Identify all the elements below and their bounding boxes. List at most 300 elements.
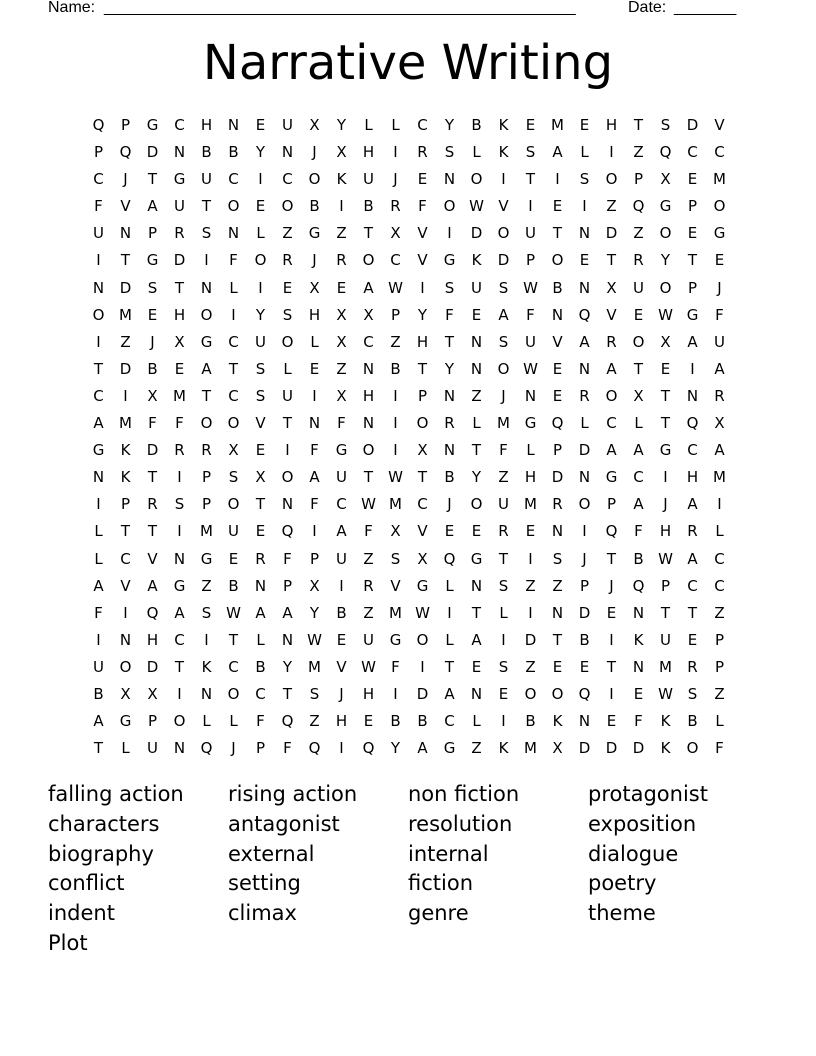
- grid-letter[interactable]: L: [445, 576, 454, 595]
- grid-letter[interactable]: O: [200, 305, 213, 324]
- grid-letter[interactable]: R: [282, 251, 293, 270]
- grid-letter[interactable]: P: [147, 224, 158, 243]
- grid-letter[interactable]: Z: [201, 576, 212, 595]
- grid-letter[interactable]: C: [228, 332, 239, 351]
- grid-letter[interactable]: H: [146, 630, 159, 649]
- grid-letter[interactable]: F: [634, 522, 643, 541]
- grid-letter[interactable]: C: [120, 549, 131, 568]
- grid-letter[interactable]: A: [93, 576, 104, 595]
- grid-letter[interactable]: R: [336, 251, 347, 270]
- grid-letter[interactable]: T: [660, 603, 671, 622]
- grid-letter[interactable]: X: [363, 305, 374, 324]
- grid-letter[interactable]: R: [687, 522, 698, 541]
- grid-letter[interactable]: Q: [443, 549, 456, 568]
- grid-letter[interactable]: X: [714, 414, 725, 433]
- grid-letter[interactable]: F: [256, 712, 265, 731]
- grid-letter[interactable]: G: [443, 251, 456, 270]
- grid-letter[interactable]: A: [201, 359, 212, 378]
- grid-letter[interactable]: G: [146, 116, 159, 134]
- grid-letter[interactable]: G: [470, 549, 483, 568]
- grid-letter[interactable]: R: [201, 441, 212, 460]
- grid-letter[interactable]: G: [200, 549, 213, 568]
- grid-letter[interactable]: E: [498, 684, 509, 703]
- grid-letter[interactable]: V: [417, 522, 428, 541]
- grid-letter[interactable]: U: [201, 170, 212, 189]
- grid-letter[interactable]: P: [579, 576, 590, 595]
- grid-letter[interactable]: Z: [309, 712, 320, 731]
- grid-letter[interactable]: Q: [632, 197, 645, 216]
- grid-letter[interactable]: N: [308, 414, 321, 433]
- grid-letter[interactable]: O: [605, 170, 618, 189]
- grid-letter[interactable]: V: [390, 576, 401, 595]
- grid-letter[interactable]: O: [470, 495, 483, 514]
- grid-letter[interactable]: N: [686, 386, 699, 405]
- grid-letter[interactable]: O: [686, 739, 699, 758]
- grid-letter[interactable]: V: [606, 305, 617, 324]
- grid-letter[interactable]: X: [309, 576, 320, 595]
- grid-letter[interactable]: K: [552, 712, 563, 731]
- grid-letter[interactable]: O: [281, 468, 294, 487]
- grid-letter[interactable]: I: [393, 386, 398, 405]
- grid-letter[interactable]: C: [390, 251, 401, 270]
- grid-letter[interactable]: I: [96, 251, 101, 270]
- grid-letter[interactable]: K: [120, 468, 131, 487]
- grid-letter[interactable]: P: [417, 386, 428, 405]
- grid-letter[interactable]: T: [120, 522, 131, 541]
- grid-letter[interactable]: E: [336, 630, 347, 649]
- grid-letter[interactable]: O: [551, 684, 564, 703]
- grid-letter[interactable]: T: [174, 278, 185, 297]
- grid-letter[interactable]: I: [393, 441, 398, 460]
- grid-letter[interactable]: L: [715, 712, 724, 731]
- grid-letter[interactable]: N: [470, 576, 483, 595]
- grid-letter[interactable]: Z: [606, 197, 617, 216]
- grid-letter[interactable]: F: [310, 441, 319, 460]
- grid-letter[interactable]: B: [687, 712, 698, 731]
- grid-letter[interactable]: A: [687, 332, 698, 351]
- grid-letter[interactable]: D: [632, 739, 645, 758]
- grid-letter[interactable]: L: [256, 224, 265, 243]
- grid-letter[interactable]: N: [173, 549, 186, 568]
- grid-letter[interactable]: Q: [281, 522, 294, 541]
- grid-letter[interactable]: A: [363, 278, 374, 297]
- grid-letter[interactable]: N: [578, 278, 591, 297]
- grid-letter[interactable]: N: [362, 359, 375, 378]
- grid-letter[interactable]: I: [285, 441, 290, 460]
- grid-letter[interactable]: I: [96, 332, 101, 351]
- grid-letter[interactable]: A: [282, 603, 293, 622]
- grid-letter[interactable]: E: [552, 197, 563, 216]
- grid-letter[interactable]: N: [524, 386, 537, 405]
- grid-letter[interactable]: O: [173, 712, 186, 731]
- grid-letter[interactable]: F: [148, 414, 157, 433]
- grid-letter[interactable]: N: [578, 359, 591, 378]
- grid-letter[interactable]: Z: [471, 386, 482, 405]
- grid-letter[interactable]: N: [632, 603, 645, 622]
- grid-letter[interactable]: R: [174, 224, 185, 243]
- grid-letter[interactable]: J: [582, 549, 587, 568]
- grid-letter[interactable]: T: [363, 224, 374, 243]
- grid-letter[interactable]: E: [147, 305, 158, 324]
- grid-letter[interactable]: K: [660, 712, 671, 731]
- grid-letter[interactable]: Z: [633, 224, 644, 243]
- grid-letter[interactable]: C: [174, 630, 185, 649]
- grid-letter[interactable]: Y: [255, 143, 266, 162]
- grid-letter[interactable]: D: [578, 441, 591, 460]
- grid-letter[interactable]: L: [121, 739, 130, 758]
- grid-letter[interactable]: B: [309, 197, 320, 216]
- grid-letter[interactable]: S: [579, 170, 590, 189]
- grid-letter[interactable]: I: [231, 305, 236, 324]
- grid-letter[interactable]: O: [281, 332, 294, 351]
- grid-letter[interactable]: J: [150, 332, 155, 351]
- grid-letter[interactable]: U: [525, 332, 536, 351]
- grid-letter[interactable]: O: [659, 224, 672, 243]
- grid-letter[interactable]: X: [417, 441, 428, 460]
- grid-letter[interactable]: I: [447, 224, 452, 243]
- grid-letter[interactable]: C: [606, 414, 617, 433]
- grid-letter[interactable]: T: [255, 495, 266, 514]
- grid-letter[interactable]: Q: [686, 414, 699, 433]
- grid-letter[interactable]: E: [228, 549, 239, 568]
- grid-letter[interactable]: I: [177, 468, 182, 487]
- grid-letter[interactable]: Q: [632, 576, 645, 595]
- grid-letter[interactable]: O: [227, 495, 240, 514]
- grid-letter[interactable]: V: [714, 116, 725, 134]
- grid-letter[interactable]: E: [633, 305, 644, 324]
- grid-letter[interactable]: E: [660, 359, 671, 378]
- grid-letter[interactable]: I: [339, 197, 344, 216]
- grid-letter[interactable]: O: [119, 657, 132, 676]
- grid-letter[interactable]: L: [580, 414, 589, 433]
- grid-letter[interactable]: D: [578, 739, 591, 758]
- grid-letter[interactable]: T: [147, 522, 158, 541]
- grid-letter[interactable]: N: [227, 116, 240, 134]
- grid-letter[interactable]: N: [551, 522, 564, 541]
- grid-letter[interactable]: R: [390, 197, 401, 216]
- grid-letter[interactable]: W: [361, 657, 376, 676]
- grid-letter[interactable]: E: [714, 251, 725, 270]
- grid-letter[interactable]: S: [498, 576, 509, 595]
- grid-letter[interactable]: T: [660, 414, 671, 433]
- grid-letter[interactable]: J: [501, 386, 506, 405]
- grid-letter[interactable]: J: [717, 278, 722, 297]
- grid-letter[interactable]: H: [173, 305, 186, 324]
- grid-letter[interactable]: I: [393, 684, 398, 703]
- grid-letter[interactable]: O: [497, 224, 510, 243]
- grid-letter[interactable]: H: [362, 684, 375, 703]
- grid-letter[interactable]: B: [417, 712, 428, 731]
- grid-letter[interactable]: A: [579, 332, 590, 351]
- grid-letter[interactable]: X: [120, 684, 131, 703]
- grid-letter[interactable]: N: [281, 143, 294, 162]
- grid-letter[interactable]: Y: [444, 359, 455, 378]
- grid-letter[interactable]: O: [362, 441, 375, 460]
- grid-letter[interactable]: T: [228, 359, 239, 378]
- grid-letter[interactable]: S: [201, 224, 212, 243]
- grid-letter[interactable]: L: [526, 441, 535, 460]
- grid-letter[interactable]: Q: [605, 522, 618, 541]
- grid-letter[interactable]: U: [93, 657, 104, 676]
- grid-letter[interactable]: B: [552, 278, 563, 297]
- grid-letter[interactable]: P: [633, 170, 644, 189]
- grid-letter[interactable]: T: [552, 224, 563, 243]
- grid-letter[interactable]: D: [686, 116, 699, 134]
- grid-letter[interactable]: Y: [309, 603, 320, 622]
- grid-letter[interactable]: I: [420, 278, 425, 297]
- grid-letter[interactable]: S: [390, 549, 401, 568]
- grid-letter[interactable]: K: [201, 657, 212, 676]
- grid-letter[interactable]: L: [391, 116, 400, 134]
- grid-letter[interactable]: Z: [552, 576, 563, 595]
- grid-letter[interactable]: A: [174, 603, 185, 622]
- grid-letter[interactable]: U: [633, 278, 644, 297]
- grid-letter[interactable]: A: [552, 143, 563, 162]
- grid-letter[interactable]: O: [227, 414, 240, 433]
- grid-letter[interactable]: T: [147, 170, 158, 189]
- grid-letter[interactable]: B: [390, 359, 401, 378]
- grid-letter[interactable]: B: [390, 712, 401, 731]
- grid-letter[interactable]: C: [687, 143, 698, 162]
- grid-letter[interactable]: N: [470, 332, 483, 351]
- grid-letter[interactable]: U: [660, 630, 671, 649]
- grid-letter[interactable]: B: [228, 143, 239, 162]
- grid-letter[interactable]: S: [498, 657, 509, 676]
- grid-letter[interactable]: N: [119, 224, 132, 243]
- grid-letter[interactable]: Q: [200, 739, 213, 758]
- grid-letter[interactable]: G: [443, 739, 456, 758]
- grid-letter[interactable]: J: [393, 170, 398, 189]
- grid-letter[interactable]: Y: [255, 305, 266, 324]
- grid-letter[interactable]: X: [309, 278, 320, 297]
- grid-letter[interactable]: R: [606, 332, 617, 351]
- grid-letter[interactable]: W: [658, 684, 673, 703]
- grid-letter[interactable]: T: [363, 468, 374, 487]
- grid-letter[interactable]: E: [606, 603, 617, 622]
- grid-letter[interactable]: X: [147, 386, 158, 405]
- grid-letter[interactable]: L: [283, 359, 292, 378]
- grid-letter[interactable]: Z: [390, 332, 401, 351]
- grid-letter[interactable]: C: [417, 116, 428, 134]
- grid-letter[interactable]: I: [501, 712, 506, 731]
- grid-letter[interactable]: M: [713, 170, 726, 189]
- grid-letter[interactable]: O: [497, 359, 510, 378]
- grid-letter[interactable]: O: [362, 251, 375, 270]
- grid-letter[interactable]: A: [147, 576, 158, 595]
- grid-letter[interactable]: X: [633, 386, 644, 405]
- grid-letter[interactable]: Y: [660, 251, 671, 270]
- grid-letter[interactable]: C: [687, 441, 698, 460]
- grid-letter[interactable]: O: [281, 197, 294, 216]
- grid-letter[interactable]: U: [255, 332, 266, 351]
- grid-letter[interactable]: T: [417, 468, 428, 487]
- grid-letter[interactable]: G: [200, 332, 213, 351]
- grid-letter[interactable]: S: [201, 603, 212, 622]
- grid-letter[interactable]: N: [578, 468, 591, 487]
- grid-letter[interactable]: D: [605, 224, 618, 243]
- grid-letter[interactable]: G: [605, 468, 618, 487]
- grid-letter[interactable]: X: [552, 739, 563, 758]
- grid-letter[interactable]: V: [336, 657, 347, 676]
- grid-letter[interactable]: S: [498, 332, 509, 351]
- grid-letter[interactable]: V: [120, 576, 131, 595]
- grid-letter[interactable]: J: [123, 170, 128, 189]
- grid-letter[interactable]: C: [417, 495, 428, 514]
- grid-letter[interactable]: K: [498, 116, 509, 134]
- grid-letter[interactable]: Q: [362, 739, 375, 758]
- grid-letter[interactable]: E: [687, 224, 698, 243]
- grid-letter[interactable]: G: [173, 576, 186, 595]
- grid-letter[interactable]: S: [255, 359, 266, 378]
- grid-letter[interactable]: M: [389, 603, 402, 622]
- grid-letter[interactable]: Y: [444, 116, 455, 134]
- grid-letter[interactable]: S: [498, 278, 509, 297]
- grid-letter[interactable]: Z: [120, 332, 131, 351]
- grid-letter[interactable]: Z: [282, 224, 293, 243]
- grid-letter[interactable]: S: [255, 386, 266, 405]
- grid-letter[interactable]: F: [715, 739, 724, 758]
- grid-letter[interactable]: N: [173, 739, 186, 758]
- grid-letter[interactable]: N: [92, 278, 105, 297]
- grid-letter[interactable]: I: [393, 143, 398, 162]
- grid-letter[interactable]: L: [499, 603, 508, 622]
- grid-letter[interactable]: C: [714, 143, 725, 162]
- grid-letter[interactable]: E: [687, 170, 698, 189]
- grid-letter[interactable]: I: [501, 170, 506, 189]
- grid-letter[interactable]: A: [606, 441, 617, 460]
- grid-letter[interactable]: A: [687, 549, 698, 568]
- grid-letter[interactable]: E: [255, 116, 266, 134]
- grid-letter[interactable]: G: [146, 251, 159, 270]
- grid-letter[interactable]: Z: [336, 224, 347, 243]
- grid-letter[interactable]: G: [659, 197, 672, 216]
- grid-letter[interactable]: I: [528, 549, 533, 568]
- grid-letter[interactable]: B: [255, 657, 266, 676]
- grid-letter[interactable]: H: [686, 468, 699, 487]
- grid-letter[interactable]: N: [578, 712, 591, 731]
- grid-letter[interactable]: P: [255, 739, 266, 758]
- grid-letter[interactable]: J: [312, 251, 317, 270]
- grid-letter[interactable]: U: [228, 522, 239, 541]
- grid-letter[interactable]: O: [416, 630, 429, 649]
- grid-letter[interactable]: T: [417, 359, 428, 378]
- grid-letter[interactable]: O: [308, 170, 321, 189]
- grid-letter[interactable]: M: [119, 414, 132, 433]
- grid-letter[interactable]: C: [255, 684, 266, 703]
- grid-letter[interactable]: G: [713, 224, 726, 243]
- grid-letter[interactable]: B: [633, 549, 644, 568]
- grid-letter[interactable]: O: [578, 495, 591, 514]
- grid-letter[interactable]: I: [582, 522, 587, 541]
- grid-letter[interactable]: N: [200, 278, 213, 297]
- grid-letter[interactable]: F: [715, 305, 724, 324]
- grid-letter[interactable]: L: [445, 630, 454, 649]
- grid-letter[interactable]: E: [579, 116, 590, 134]
- grid-letter[interactable]: L: [715, 522, 724, 541]
- grid-letter[interactable]: A: [417, 739, 428, 758]
- grid-letter[interactable]: B: [147, 359, 158, 378]
- grid-letter[interactable]: C: [93, 386, 104, 405]
- grid-letter[interactable]: Z: [498, 468, 509, 487]
- grid-letter[interactable]: Y: [336, 116, 347, 134]
- grid-letter[interactable]: T: [147, 468, 158, 487]
- grid-letter[interactable]: Y: [390, 739, 401, 758]
- grid-letter[interactable]: S: [444, 143, 455, 162]
- grid-letter[interactable]: P: [714, 630, 725, 649]
- grid-letter[interactable]: X: [255, 468, 266, 487]
- grid-letter[interactable]: K: [120, 441, 131, 460]
- grid-letter[interactable]: F: [499, 441, 508, 460]
- grid-letter[interactable]: J: [339, 684, 344, 703]
- grid-letter[interactable]: O: [443, 197, 456, 216]
- grid-letter[interactable]: M: [200, 522, 213, 541]
- grid-letter[interactable]: S: [282, 305, 293, 324]
- grid-letter[interactable]: M: [659, 657, 672, 676]
- grid-letter[interactable]: F: [283, 549, 292, 568]
- grid-letter[interactable]: V: [552, 332, 563, 351]
- grid-letter[interactable]: A: [606, 359, 617, 378]
- grid-letter[interactable]: P: [390, 305, 401, 324]
- grid-letter[interactable]: B: [201, 143, 212, 162]
- grid-letter[interactable]: R: [444, 414, 455, 433]
- grid-letter[interactable]: F: [94, 603, 103, 622]
- grid-letter[interactable]: Z: [525, 576, 536, 595]
- grid-letter[interactable]: D: [173, 251, 186, 270]
- grid-letter[interactable]: X: [174, 332, 185, 351]
- grid-letter[interactable]: W: [658, 549, 673, 568]
- grid-letter[interactable]: N: [443, 441, 456, 460]
- grid-letter[interactable]: L: [580, 143, 589, 162]
- grid-letter[interactable]: M: [308, 657, 321, 676]
- grid-letter[interactable]: P: [552, 441, 563, 460]
- grid-letter[interactable]: R: [687, 657, 698, 676]
- grid-letter[interactable]: I: [96, 630, 101, 649]
- grid-letter[interactable]: M: [497, 414, 510, 433]
- grid-letter[interactable]: E: [363, 712, 374, 731]
- grid-letter[interactable]: E: [255, 522, 266, 541]
- grid-letter[interactable]: G: [308, 224, 321, 243]
- grid-letter[interactable]: C: [282, 170, 293, 189]
- grid-letter[interactable]: X: [228, 441, 239, 460]
- grid-letter[interactable]: E: [606, 712, 617, 731]
- grid-letter[interactable]: Q: [659, 143, 672, 162]
- grid-letter[interactable]: I: [582, 197, 587, 216]
- grid-letter[interactable]: T: [606, 657, 617, 676]
- grid-letter[interactable]: O: [92, 305, 105, 324]
- grid-letter[interactable]: E: [579, 657, 590, 676]
- grid-letter[interactable]: Z: [471, 739, 482, 758]
- grid-letter[interactable]: O: [713, 197, 726, 216]
- grid-letter[interactable]: E: [336, 278, 347, 297]
- grid-letter[interactable]: Q: [578, 684, 591, 703]
- grid-letter[interactable]: S: [444, 278, 455, 297]
- grid-letter[interactable]: M: [524, 495, 537, 514]
- grid-letter[interactable]: X: [606, 278, 617, 297]
- grid-letter[interactable]: F: [634, 712, 643, 731]
- grid-letter[interactable]: V: [147, 549, 158, 568]
- grid-letter[interactable]: T: [444, 332, 455, 351]
- grid-letter[interactable]: I: [501, 630, 506, 649]
- grid-letter[interactable]: C: [228, 170, 239, 189]
- grid-letter[interactable]: U: [363, 170, 374, 189]
- grid-letter[interactable]: N: [578, 224, 591, 243]
- grid-letter[interactable]: P: [525, 251, 536, 270]
- grid-letter[interactable]: O: [416, 414, 429, 433]
- grid-letter[interactable]: L: [229, 712, 238, 731]
- grid-letter[interactable]: N: [551, 305, 564, 324]
- grid-letter[interactable]: C: [174, 116, 185, 134]
- grid-letter[interactable]: H: [605, 116, 618, 134]
